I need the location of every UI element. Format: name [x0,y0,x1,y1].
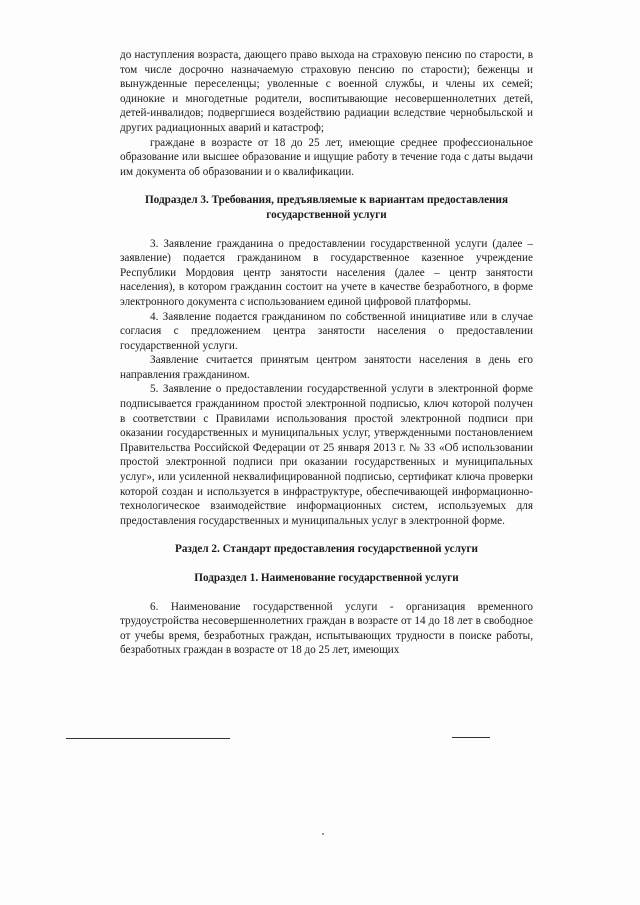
paragraph-6: 6. Наименование государственной услуги - организация временного трудоустройства несовершеннолетних граждан в возрасте от 14 до 18 лет в свободное от учебы время, безработных граждан, испытывающих трудности в поиске работы, безработных граждан в возрасте от 18 до 25 лет, имеющих [120,600,533,657]
paragraph-youth: граждане в возрасте от 18 до 25 лет, имеющие среднее профессиональное образование или высшее образование и ищущие работу в течение года с даты выдачи им документа об образовании и о квалификации. [120,136,533,178]
document-body [120,48,533,658]
paragraph-4-acceptance: Заявление считается принятым центром занятости населения в день его направления гражданином. [120,354,533,381]
paragraph-intro: до наступления возраста, дающего право выхода на страховую пенсию по старости, в том числе досрочно назначаемую страховую пенсию по старости); беженцы и вынужденные переселенцы; уволенные с военной службы, и члены их семей; одинокие и многодетные родители, воспитывающие несовершеннолетних детей, детей-инвалидов; подвергшиеся воздействию радиации вследствие чернобыльской и других радиационных аварий и катастроф; [120,49,533,134]
subsection-3-heading: Подраздел 3. Требования, предъявляемые к вариантам предоставления государственной услуги [144,194,509,221]
section-2-heading: Раздел 2. Стандарт предоставления государственной услуги [174,543,479,556]
paragraph-5: 5. Заявление о предоставлении государственной услуги в электронной форме подписывается гражданином простой электронной подписью, ключ которой получен в соответствии с Правилами использования простой электронной подписи при оказании государственных и муниципальных услуг, утвержденными постановлением Правительства Российской Федерации от 25 января 2013 г. № 33 «Об использовании простой электронной подписи при оказании государственных и муниципальных услуг», или усиленной неквалифицированной подписью, сертификат ключа проверки которой создан и используется в инфраструктуре, обеспечивающей информационно-технологическое взаимодействие информационных систем, используемых для предоставления государственных и муниципальных услуг в электронной форме. [120,383,533,527]
paragraph-3: 3. Заявление гражданина о предоставлении государственной услуги (далее – заявление) подается гражданином в государственное казенное учреждение Республики Мордовия центр занятости населения (далее – центр занятости населения), в котором гражданин состоит на учете в качестве безработного, в форме электронного документа с использованием единой цифровой платформы. [120,237,533,308]
scan-speck [322,833,324,835]
paragraph-4: 4. Заявление подается гражданином по собственной инициативе или в случае согласия с предложением центра занятости населения о предоставлении государственной услуги. [120,310,533,352]
footer-rule-left [66,738,230,739]
subsection-1-heading: Подраздел 1. Наименование государственной услуги [194,572,459,584]
footer-rule-right [452,737,490,738]
